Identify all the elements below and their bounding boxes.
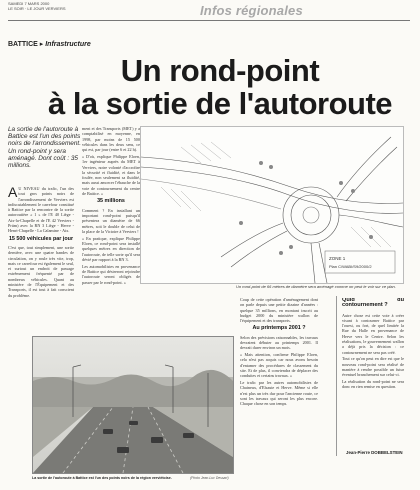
col3-paragraph-4: Le trafic par les autres automobilistes de Chaineux, d'Elsaute et Herve. Même si elle n'est plus un très dur pour l'ancienne route, ce sont les travaux qui seront les plus encore. Chaque chose en son temps. xyxy=(240,380,318,407)
col2-paragraph-5: Les automobilistes en provenance de Battice qui désireront rejoindre l'autoroute seront obligés de passer par le rond-point. » xyxy=(82,263,140,285)
col2-paragraph-2: « D'où, explique Philippe Eloen, 1er ingénieur auprès du MET à Verviers, notre volonté d'accroître la sécurité et fluidité, et dans le foulée, non seulement sa fluidité, mais aussi amorcer l'ébauche de la voie de contournement du centre de Battice. » xyxy=(82,153,140,197)
article-kicker xyxy=(8,40,91,48)
plan-label-ref: Plan C/WABI/S9/2000/2 xyxy=(329,264,372,269)
header-date-line2: LE SOIR · LE JOUR VERVIERS xyxy=(8,5,66,11)
plan-branch-east xyxy=(339,215,403,227)
article-column-3 xyxy=(240,297,318,457)
col2-paragraph-1: ment et des Transports (MET) y a comptabilisé en moyenne, en 1998, par moins de 15 500 véhicules dans les deux sens, ce qui est, par jour (entre 6 et 22 h). xyxy=(82,126,140,153)
article-column-4 xyxy=(342,298,404,446)
plan-branch-west-2 xyxy=(231,231,287,267)
plan-caption: Un rond-point de 66 mètres de diamètre sera aménagé comme on peut le voir sur ce plan. xyxy=(236,284,396,289)
col4-question-head: Quid du contournement ? xyxy=(342,298,404,309)
photo-credit: (Photo Jean-Luc Dessart) xyxy=(190,476,229,480)
roundabout-island xyxy=(303,207,319,223)
plan-branch-south xyxy=(311,243,315,283)
roundabout-plan-drawing xyxy=(140,126,404,284)
plan-label-zone: ZONE 1 xyxy=(329,256,346,261)
kicker-separator: ▸ xyxy=(39,41,46,48)
plan-road-edge xyxy=(141,179,281,209)
col1-p1-text: U NIVEAU du trafic, l'un des tout gros points noirs de l'arrondissement de Verviers est indiscutablement le carrefour constitué à Battice par la rencontre de la sortie autoroutière « 1 » de l'E 40 Liège - Aix-la-Chapelle et de l'E 42 Verviers - Prüm) avec la RN 3 Liège - Herve - Henri-Chapelle - La Calamine - Aix. xyxy=(8,186,74,234)
col2-paragraph-3: Comment ? En installant un important rond-point puisqu'il présentera un diamètre de 66 mètres, soit le double de celui de la place de la Victoire à Verviers ! xyxy=(82,207,140,234)
col3-paragraph-1: Coup de cette opération d'aménagement dont on parle depuis une petite dizaine d'années : quelque 35 millions, en montant inscrit au budget 2000 du ministère wallon de l'équipement et des transports. xyxy=(240,297,318,324)
header-rule xyxy=(8,20,410,21)
col3-paragraph-3: « Mais attention, confirme Philippe Eloen, cela n'est pas acquis car nous avons besoin d'entamer des procédures de classement du site. Et de plus, il conviendra de déplacer des conduites et certains travaux. » xyxy=(240,352,318,379)
plan-branch-north-east-2 xyxy=(346,147,397,201)
plan-branch-north-east xyxy=(337,137,391,197)
col2-paragraph-4: « En pratique, explique Philippe Eloen, ce rond-point sera installé quelques mètres en direction de l'autoroute, de telle sorte qu'il sera dévié par rapport à la RN 3. xyxy=(82,235,140,262)
plan-hatching xyxy=(161,142,391,247)
headline-line1: Un rond-point xyxy=(120,53,320,88)
col2-subhead: 35 millions xyxy=(97,198,125,205)
plan-trees xyxy=(239,161,373,255)
roundabout-outer xyxy=(283,187,339,243)
header-date-line1: SAMEDI 7 MARS 2000 xyxy=(8,1,50,6)
kicker-location: BATTICE xyxy=(8,41,38,48)
col1-paragraph-1 xyxy=(8,186,74,234)
section-title: Infos régionales xyxy=(200,3,303,18)
col3-paragraph-2: Selon des prévisions raisonnables, les travaux devraient débuter au printemps 2001. Il devrait durer environ un mois. xyxy=(240,334,318,351)
article-lead: La sortie de l'autoroute à Battice est l'un des points noirs de l'arrondissement. Un rond-point y sera aménagé. Dont coût : 35 millions. xyxy=(8,126,81,170)
column-divider xyxy=(336,296,337,456)
headline-line2: à la sortie de l'autoroute xyxy=(47,86,393,121)
col4-paragraph-1: Autre chose est cette voie à créer visant à contourner Battice par l'ouest, ou fort, de quel limitée la Rue du Halle en provenance de Herve vers le Centre. Selon les réalisations, le gouvernement wallon a déjà pris la décision : ce contournement ne sera pas créé. xyxy=(342,312,404,355)
header-date xyxy=(8,2,66,11)
col3-subhead: Au printemps 2001 ? xyxy=(252,325,306,332)
plan-title-block xyxy=(325,251,395,273)
roundabout-inner xyxy=(291,195,331,235)
kicker-rubric: Infrastructure xyxy=(45,41,91,48)
article-author: Jean-Pierre DOBBELSTEIN xyxy=(346,450,403,455)
col1-paragraph-2: C'est que, tout simplement, une sortie dernière, avec une quatre bandes de circulation, on y roule très vite, trop, mais ce carrefour est également le seul, et surtout un endroit de passage extrêmement fréquenté par de nombreux véhicules. Quant au ministère de l'Équipement et des Transports, il est tout à fait conscient du problème. xyxy=(8,244,74,298)
dropcap: A xyxy=(8,186,18,200)
highway-exit-photo xyxy=(32,336,234,474)
plan-svg xyxy=(141,127,403,283)
article-column-2 xyxy=(82,126,140,294)
col4-paragraph-3: La réalisation du rond-point ne sera donc en rien remise en question. xyxy=(342,379,404,390)
photo-caption: La sortie de l'autoroute à Battice est l'un des points noirs de la région verviétoise. xyxy=(32,476,172,480)
col4-paragraph-2: Tout ce qu'on peut en dire est que le nouveau rond-point sera réalisé de manière à rendre possible un futur éventuel branchement sur celui-ci. xyxy=(342,356,404,378)
photo-svg xyxy=(33,337,233,473)
col1-subhead: 15 500 véhicules par jour xyxy=(8,235,74,242)
